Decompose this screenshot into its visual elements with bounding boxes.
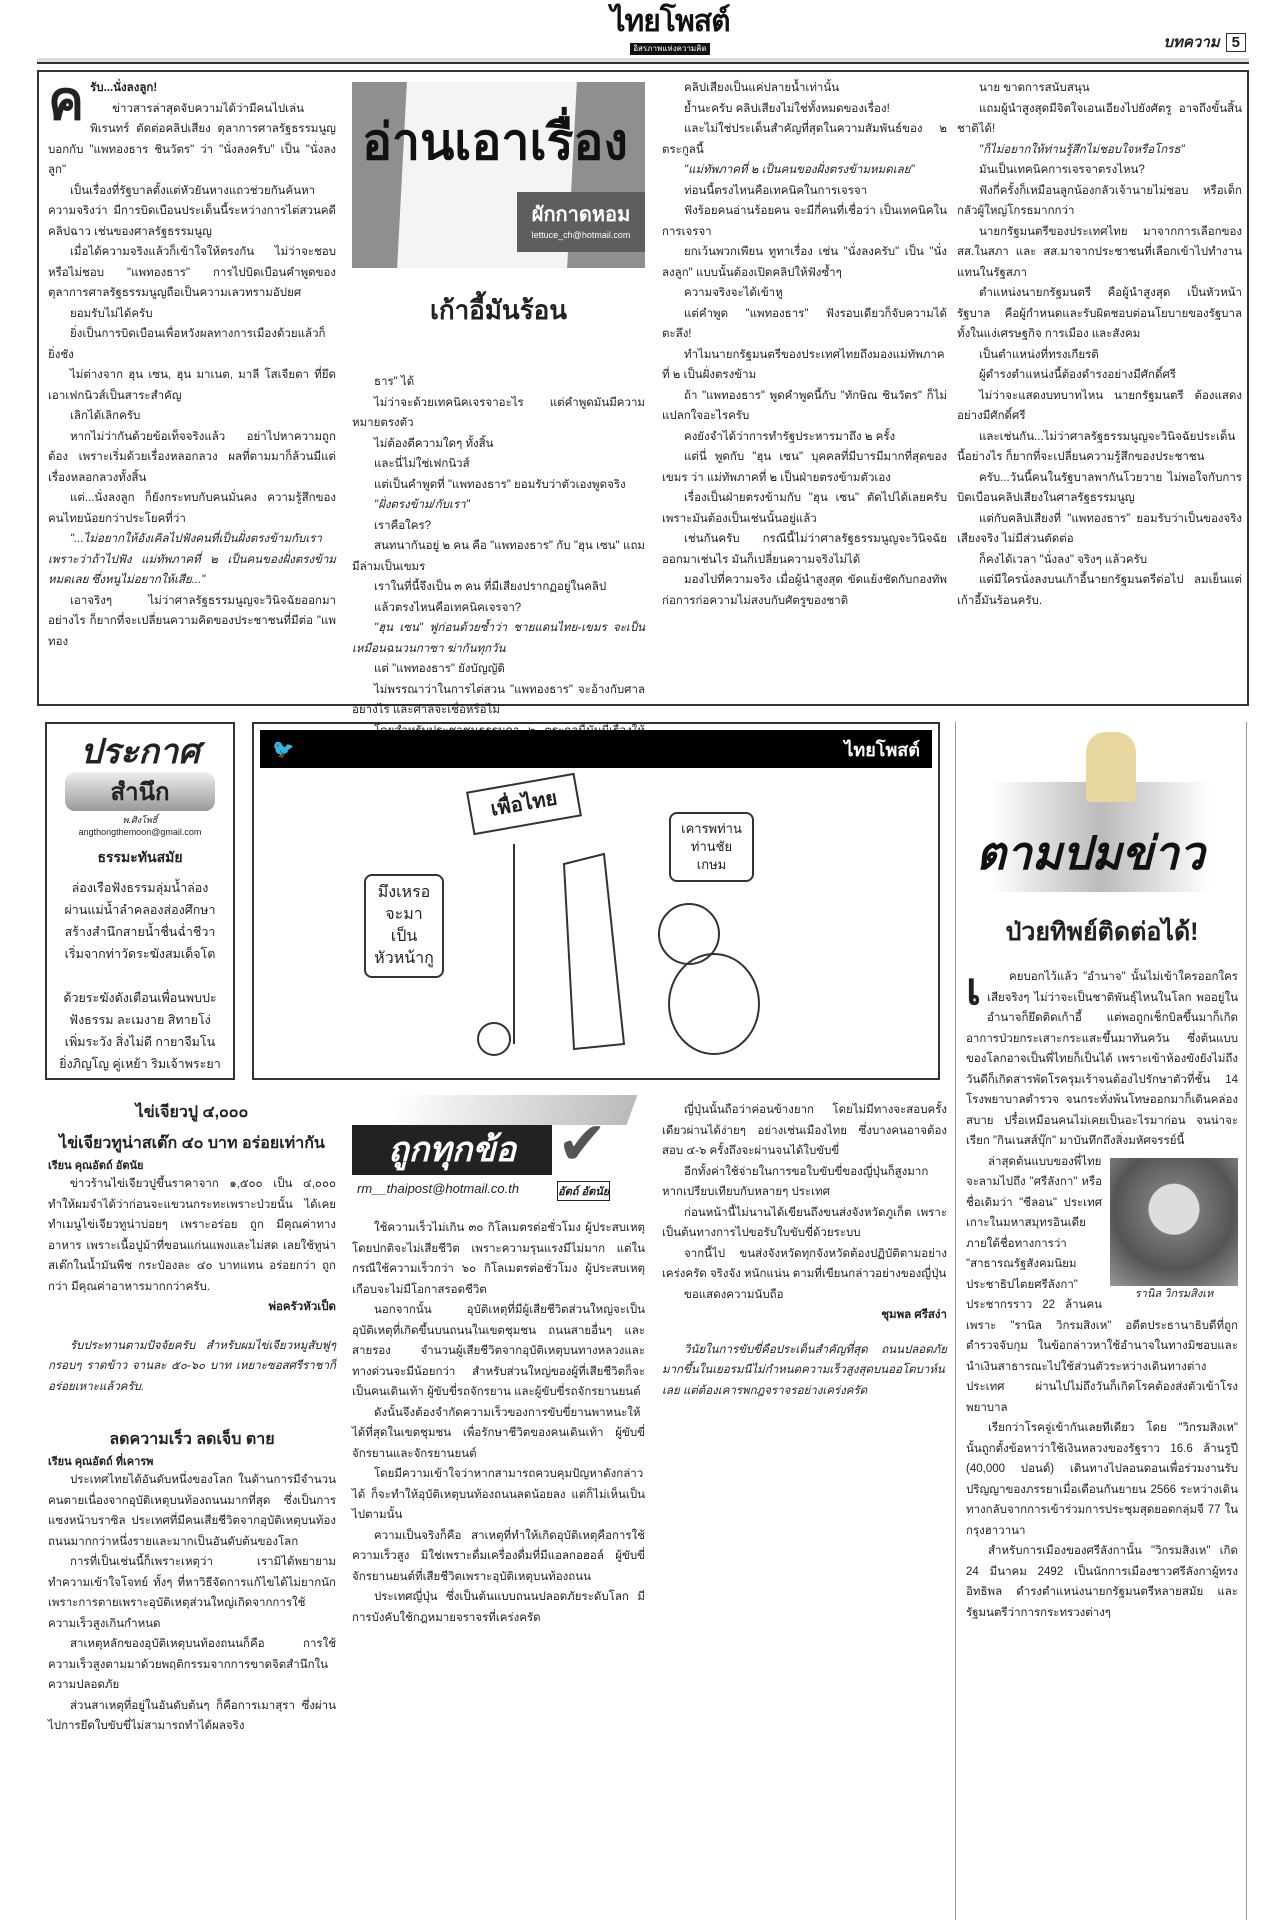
paragraph-list [957, 78, 1242, 611]
sidebar-article-text: เ คยบอกไว้แล้ว "อำนาจ" นั้นไม่เข้าใครออกใคร เสียจริงๆ ไม่ว่าจะเป็นชาติพันธุ์ไหนในโลก พออยู่ในอำนาจก็ยึดติดเก้าอี้ แต่พอถูกเช็กบิลขึ้นมาก็เกิดอาการป่วยกระเสาะกระแสะขึ้นมาทันควัน ซึ่งต้นแบบของโลกอาจเป็นพี่ไทยก็เป็นได้ เพราะเข้าห้องขังยังไม่ถึงวันดีก็เกิดสารพัดโรครุมเร้าจนต้องไปรักษาตัวที่ชั้น 14 โรงพยาบาลตำรวจ จนกระทั่งพ้นโทษออกมาก็เดินคล่องสบาย ปรื๋อเหมือนคนไม่เคยเป็นอะไรมาก่อน จนน่าจะเรียก "กินเนสส์บุ๊ก" มาบันทึกถึงสิ่งมหัศจรรย์นี้ รานิล วิกรมสิงเห ล่าสุดต้นแบบของพี่ไทยจะลามไปถึง "ศรีลังกา" หรือชื่อเดิมว่า "ซีลอน" ประเทศเกาะในมหาสมุทรอินเดีย ภายใต้ชื่อทางการว่า "สาธารณรัฐสังคมนิยมประชาธิปไตยศรีลังกา" ประชากรราว 22 ล้านคน เพราะ "รานิล วิกรมสิงเห" อดีตประธานาธิบดีที่ถูกตำรวจจับกุม ในข้อกล่าวหาใช้อำนาจในทางมิชอบและนำเงินสาธารณะไปใช้ส่วนตัวระหว่างเดินทางต่างประเทศ ผ่านไปไม่ถึงวันก็เกิดโรคต้องส่งตัวเข้าโรงพยาบาล เรียกว่าโรคจู่เข้ากันเลยทีเดียว โดย "วิกรมสิงเห" นั้นถูกตั้งข้อหาว่าใช้เงินหลวงของรัฐราว 16.6 ล้านรูปี (40,000 ปอนด์) เดินทางไปลอนดอนเพื่อร่วมงานรับปริญญาของภรรยาเมื่อเดือนกันยายน 2566 ระหว่างเดินทางกลับจากการเข้าร่วมการประชุมสุดยอดกลุ่มจี 77 ในกรุงฮาวานา สำหรับการเมืองของศรีลังกานั้น "วิกรมสิงเห" เกิด 24 มีนาคม 2492 เป็นนักการเมืองชาวศรีลังกาผู้ทรงอิทธิพล ดำรงตำแหน่งนายกรัฐมนตรีหลายสมัย และรัฐมนตรีว่าการกระทรวงต่างๆ [966, 967, 1238, 1912]
paragraph: ก่อนหน้านี้ไม่นานได้เขียนถึงขนส่งจังหวัดภูเก็ต เพราะเป็นต้นทางการไปขอรับใบขับขี่ด้วยระบบ [662, 1206, 947, 1239]
paragraph-list [48, 99, 336, 653]
paragraph-list [662, 78, 947, 611]
paragraph: ตำแหน่งนายกรัฐมนตรี คือผู้นำสูงสุด เป็นหัวหน้ารัฐบาล คือผู้กำหนดและรับผิดชอบต่อนโยบายของรัฐบาล ทั้งในแง่เศรษฐกิจ การเมือง และสังคม [957, 287, 1242, 340]
paragraph: หากไม่ว่ากันด้วยข้อเท็จจริงแล้ว อย่าไปหาความถูกต้อง เพราะเริ่มด้วยเรื่องหลอกลวง ผลที่ตามมาก็ล้วนมีแต่เรื่องหลอกลวงทั้งสิ้น [48, 430, 336, 484]
paragraph: และไม่ใช่ประเด็นสำคัญที่สุดในความสัมพันธ์ของ ๒ ตระกูลนี้ [662, 123, 947, 156]
paragraph-list [47, 987, 233, 1075]
paragraph-list [352, 372, 645, 762]
paragraph: ไม่ว่าจะด้วยเทคนิคเจรจาอะไร แต่คำพูดมันมีความหมายตรงตัว [352, 396, 645, 429]
paragraph: ฟังร้อยคนอ่านร้อยคน จะมีกี่คนที่เชื่อว่า เป็นเทคนิคในการเจรจา [662, 205, 947, 238]
sidebar-label: ตามปมข่าว [976, 827, 1205, 879]
verse-line: ผ่านแม่น้ำลำคลองส่องศึกษา [64, 903, 216, 917]
poem-title: สำนึก [65, 772, 215, 811]
paragraph-list [966, 967, 1238, 1623]
author-block: ผักกาดหอม lettuce_ch@hotmail.com [517, 192, 645, 252]
paragraph: เลิกได้เลิกครับ [70, 410, 141, 422]
paragraph: อีกทั้งค่าใช้จ่ายในการขอใบขับขี่ของญี่ปุ่นก็สูงมาก หากเปรียบเทียบกับหลายๆ ประเทศ [662, 1165, 929, 1198]
paragraph: แต่ "แพทองธาร" ยังบัญญัติ [374, 663, 505, 675]
column2-label: ถูกทุกข้อ [352, 1125, 552, 1175]
letters-column: ไข่เจียวปู ๔,๐๐๐ ไข่เจียวทูน่าสเต๊ก ๔๐ บาท อร่อยเท่ากัน เรียน คุณอัตถ์ อัตนัย ข่าวร้านไข่เจียวปูขึ้นราคาจาก ๑,๕๐๐ เป็น ๔,๐๐๐ ทำให้ผมจำได้ว่าก่อนจะแขวนกระทะเพราะป่วยนั้น ได้เคยทำเมนูไข่เจียวทูน่าบ่อยๆ เพราะอร่อย ถูก มีคุณค่าทางอาหาร เพราะเนื้อปูม้าที่ขอนแก่นแพงและไม่สด เลยใช้ทูน่าสเต๊กในน้ำมันพืช กระป๋องละ ๔๐ บาทแทน อร่อยกว่า ถูกกว่า มีคุณค่าอาหารมากกว่าครับ. พ่อครัวหัวเป็ด รับประทานตามปัจจัยครับ สำหรับผมไข่เจียวหมูสับฟูๆ กรอบๆ ราดข้าว จานละ ๕๐-๖๐ บาท เหยาะซอสศรีราชาก็อร่อยเหาะแล้วครับ. ลดความเร็ว ลดเจ็บ ตาย เรียน คุณอัตถ์ ที่เคารพ ประเทศไทยได้อันดับหนึ่งของโลก ในด้านการมีจำนวนคนตายเนื่องจากอุบัติเหตุบนท้องถนนมากที่สุด ซึ่งเป็นการแซงหน้าบราซิล ประเทศที่มีคนเสียชีวิตจากอุบัติเหตุบนท้องถนนมากกว่าหนึ่งรายและมากเป็นอันดับต้นของโลก การที่เป็นเช่นนี้ก็เพราะเหตุว่า เรามิได้พยายามทำความเข้าใจโจทย์ ทั้งๆ ที่หาวิธีจัดการแก้ไขได้ไม่ยากนัก เพราะการตายเพราะอุบัติเหตุส่วนใหญ่เกิดจากการใช้ความเร็วสูงเกินกำหนด สาเหตุหลักของอุบัติเหตุบนท้องถนนก็คือ การใช้ความเร็วสูงตามมาด้วยพฤติกรรมจากการขาดจิตสำนึกในความปลอดภัย ส่วนสาเหตุที่อยู่ในอันดับต้นๆ ก็คือการเมาสุรา ซึ่งผ่านไปการยึดใบขับขี่ไม่สามารถทำได้ผลจริง [48, 1100, 336, 1920]
paragraph: แต่นี่ พูดกับ "ฮุน เซน" บุคคลที่มีบารมีมากที่สุดของเขมร ว่า แม่ทัพภาคที่ ๒ เป็นฝ่ายตรงข้ามตัวเอง [662, 451, 947, 484]
verse-line: ฟังธรรม ละเมงาย สิทายโง่ [69, 1013, 211, 1027]
letter-title: ไข่เจียวปู ๔,๐๐๐ [135, 1104, 249, 1121]
verse-line: สร้างสำนึกสายน้ำชื่นฉ่ำชีวา [64, 925, 216, 939]
paragraph: เอาจริงๆ ไม่ว่าศาลรัฐธรรมนูญจะวินิจฉัยออกมาอย่างไร ก็ยากที่จะเปลี่ยนความคิดของประชาชนที่มีต่อ "แพทอง [48, 594, 336, 648]
paragraph: แต่คำพูด "แพทองธาร" ฟังรอบเดียวก็จับความได้ตะลึง! [662, 307, 947, 340]
verse-line: ด้วยระฆังดังเตือนเพื่อนพบปะ [63, 991, 217, 1005]
paragraph: เรียกว่าโรคจู่เข้ากันเลยทีเดียว โดย "วิกรมสิงเห" นั้นถูกตั้งข้อหาว่าใช้เงินหลวงของรัฐราว 16.6 ล้านรูปี (40,000 ปอนด์) เดินทางไปลอนดอนเพื่อร่วมงานรับปริญญาของภรรยาเมื่อเดือนกันยายน 2566 ระหว่างเดินทางกลับจากการเข้าร่วมการประชุมสุดยอดกลุ่มจี 77 ในกรุงฮาวานา [966, 1422, 1238, 1537]
verse-line: เพิ่มระวัง สิ่งไม่ดี กายาจีมโน [64, 1035, 216, 1049]
paragraph: เราในที่นี้จึงเป็น ๓ คน ที่มีเสียงปรากฏอยู่ในคลิป [374, 581, 607, 593]
paragraph: เรื่องเป็นฝ่ายตรงข้ามกับ "ฮุน เซน" ตัดไปได้เลยครับ เพราะมันต้องเป็นเช่นนั้นอยู่แล้ว [662, 492, 947, 525]
paragraph-list [662, 1100, 947, 1305]
paragraph: ความจริงจะได้เข้าหู [684, 287, 783, 299]
section-label: บทความ 5 [1163, 30, 1246, 54]
paragraph: ไม่ต้องตีความใดๆ ทั้งสิ้น [374, 437, 494, 450]
paragraph: ญี่ปุ่นนั้นถือว่าค่อนข้างยาก โดยไม่มีทางจะสอบครั้งเดียวผ่านได้ง่ายๆ อย่างเช่นเมืองไทย ซึ่งบางคนอาจต้องสอบ ๔-๖ ครั้งถึงจะผ่านจนได้ใบขับขี่ [662, 1104, 947, 1157]
cartoon-header-bar: 🐦 ไทยโพสต์ [260, 730, 932, 768]
paragraph: ใช้ความเร็วไม่เกิน ๓๐ กิโลเมตรต่อชั่วโมง ผู้ประสบเหตุโดยปกติจะไม่เสียชีวิต เพราะความรุนแรงมีไม่มาก แต่ในกรณีใช้ความเร็วกว่า ๖๐ กิโลเมตรต่อชั่วโมง ผู้ประสบเหตุเกือบจะไม่มีโอกาสรอดชีวิต [352, 1222, 645, 1296]
column2-email: rm__thaipost@hotmail.co.th [357, 1181, 520, 1196]
column2-col-2: ญี่ปุ่นนั้นถือว่าค่อนข้างยาก โดยไม่มีทางจะสอบครั้งเดียวผ่านได้ง่ายๆ อย่างเช่นเมืองไทย ซึ่งบางคนอาจต้องสอบ ๔-๖ ครั้งถึงจะผ่านจนได้ใบขับขี่ อีกทั้งค่าใช้จ่ายในการขอใบขับขี่ของญี่ปุ่นก็สูงมาก หากเปรียบเทียบกับหลายๆ ประเทศ ก่อนหน้านี้ไม่นานได้เขียนถึงขนส่งจังหวัดภูเก็ต เพราะเป็นต้นทางการไปขอรับใบขับขี่ด้วยระบบ จากนี้ไป ขนส่งจังหวัดทุกจังหวัดต้องปฏิบัติตามอย่างเคร่งครัด จริงจัง หนักแน่น ตามที่เขียนกล่าวอย่างของญี่ปุ่น ขอแสดงความนับถือ ชุมพล ศรีสง่า วินัยในการขับขี่คือประเด็นสำคัญที่สุด ถนนปลอดภัยมากขึ้นในเยอรมนีไม่กำหนดความเร็วสูงสุดบนออโตบาห์นเลย แต่ต้องเคารพกฎจราจรอย่างเคร่งครัด [662, 1100, 947, 1918]
paragraph: ท่อนนี้ตรงไหนคือเทคนิคในการเจรจา [684, 184, 868, 197]
paragraph: คลิปเสียงเป็นแค่ปลายน้ำเท่านั้น [684, 82, 840, 94]
paragraph: ความเป็นจริงก็คือ สาเหตุที่ทำให้เกิดอุบัติเหตุคือการใช้ความเร็วสูง มิใช่เพราะดื่มเครื่องดื่มที่มีแอลกอฮอล์ ผู้ขับขี่จักรยานยนต์ที่เสียชีวิตเพราะอุบัติเหตุบนท้องถนน [352, 1529, 645, 1583]
photo-caption: รานิล วิกรมสิงเห [1134, 1287, 1214, 1300]
article-col-4 [957, 78, 1242, 698]
paragraph: ฟังกี่ครั้งก็เหมือนลูกน้องกลัวเจ้านายไม่ชอบ หรือเด็กกลัวผู้ใหญ่โกรธมากกว่า [957, 184, 1242, 217]
column2-col-1 [352, 1218, 645, 1918]
paragraph: "ฝั่งตรงข้าม/กับเรา" [374, 499, 470, 511]
paragraph: ผู้ดำรงตำแหน่งนี้ต้องดำรงอย่างมีศักดิ์ศรี [979, 369, 1176, 381]
paragraph: สาเหตุหลักของอุบัติเหตุบนท้องถนนก็คือ การใช้ความเร็วสูงตามมาด้วยพฤติกรรมจากการขาดจิตสำนึกในความปลอดภัย [48, 1638, 336, 1691]
poem-heading: ธรรมะทันสมัย [97, 849, 183, 865]
paragraph: แต่มีใครนั่งลงบนเก้าอี้นายกรัฐมนตรีต่อไป ลมเย็นแต่เก้าอี้มันร้อนครับ. [957, 574, 1242, 607]
paragraph: นายกรัฐมนตรีของประเทศไทย มาจากการเลือกของ สส.ในสภา และ สส.มาจากประชาชนที่เลือกเข้าไปทำงานแทนในรัฐสภา [957, 225, 1242, 279]
paragraph: นาย ขาดการสนับสนุน [979, 82, 1090, 94]
article-col-2 [352, 372, 645, 716]
speech-bubble-left: มึงเหรอ จะมาเป็น หัวหน้ากู [364, 874, 444, 978]
paragraph-list [48, 1470, 336, 1920]
article-col-1 [48, 71, 336, 698]
paragraph: ประเทศไทยได้อันดับหนึ่งของโลก ในด้านการมีจำนวนคนตายเนื่องจากอุบัติเหตุบนท้องถนนมากที่สุด ซึ่งเป็นการแซงหน้าบราซิล ประเทศที่มีคนเสียชีวิตจากอุบัติเหตุบนท้องถนนมากกว่าหนึ่งรายและมากเป็นอันดับต้นของโลก [48, 1474, 336, 1548]
letter2-title: ลดความเร็ว ลดเจ็บ ตาย [109, 1431, 275, 1448]
verse-line: ยิ่งภิญโญ คู่เหย้า ริมเจ้าพระยา [59, 1057, 221, 1071]
paragraph: ประเทศญี่ปุ่น ซึ่งเป็นต้นแบบถนนปลอดภัยระดับโลก มีการบังคับใช้กฎหมายจราจรที่เคร่งครัด [352, 1591, 645, 1624]
paragraph: ข่าวสารล่าสุดจับความได้ว่ามีคนไปเล่นพิเรนทร์ ตัดต่อคลิปเสียง ตุลาการศาลรัฐธรรมนูญ บอกกับ "แพทองธาร ชินวัตร" ว่า "นั่งลงครับ" เป็น "นั่งลงลูก" [48, 102, 336, 176]
paragraph: มองไปที่ความจริง เมื่อผู้นำสูงสุด ขัดแย้งชัดกับกองทัพ ก่อการก่อความไม่สงบกับศัตรูของชาติ [662, 574, 947, 607]
paragraph-list [352, 1218, 645, 1628]
paragraph: เราคือใคร? [374, 519, 432, 532]
protest-sign: เพื่อไทย [466, 773, 582, 835]
cartoon-figures [474, 844, 754, 1064]
paragraph: แต่เป็นคำพูดที่ "แพทองธาร" ยอมรับว่าตัวเองพูดจริง [374, 478, 626, 491]
newspaper-logo: ไทยโพสต์ อิสรภาพแห่งความคิด [590, 6, 750, 56]
paragraph: และเช่นกัน...ไม่ว่าศาลรัฐธรรมนูญจะวินิจฉัยประเด็นนี้อย่างไร ก็ยากที่จะเปลี่ยนความรู้สึกของประชาชน [957, 430, 1236, 463]
paragraph: ทำไมนายกรัฐมนตรีของประเทศไทยถึงมองแม่ทัพภาคที่ ๒ เป็นฝั่งตรงข้าม [662, 348, 945, 381]
drop-cap: ค [48, 71, 85, 131]
paragraph: สำหรับการเมืองของศรีลังกานั้น "วิกรมสิงเห" เกิด 24 มีนาคม 2492 เป็นนักการเมืองชาวศรีลังกาผู้ทรงอิทธิพล ดำรงตำแหน่งนายกรัฐมนตรีหลายสมัย และรัฐมนตรีว่าการกระทรวงต่างๆ [966, 1545, 1238, 1619]
checkmark-icon: ✔ [557, 1110, 608, 1177]
paragraph-list [47, 877, 233, 965]
lead-text: รับ...นั่งลงลูก! [90, 82, 158, 94]
paragraph: เมื่อได้ความจริงแล้วก็เข้าใจให้ตรงกัน ไม่ว่าจะชอบหรือไม่ชอบ "แพทองธาร" การไปบิดเบือนคำพูดของตุลาการศาลรัฐธรรมนูญถือเป็นความเลวทรามอัปยศ [48, 246, 336, 299]
paragraph: คงยังจำได้ว่าการทำรัฐประหารมาถึง ๒ ครั้ง [684, 430, 896, 443]
paragraph: แถมผู้นำสูงสุดมีจิตใจเอนเอียงไปยังศัตรู อาจถึงขั้นสิ้นชาติได้! [957, 102, 1242, 135]
paragraph: การที่เป็นเช่นนี้ก็เพราะเหตุว่า เรามิได้พยายามทำความเข้าใจโจทย์ ทั้งๆ ที่หาวิธีจัดการแก้ไขได้ไม่ยากนัก เพราะการตายเพราะอุบัติเหตุส่วนใหญ่เกิดจากการใช้ความเร็วสูงเกินกำหนด [48, 1556, 336, 1630]
speech-bubble-right: เคารพท่าน ท่านชัยเกษม [669, 812, 754, 882]
article-title: เก้าอี้มันร้อน [429, 295, 568, 325]
paragraph: ยิ่งเป็นการบิดเบือนเพื่อหวังผลทางการเมืองด้วยแล้วก็ยิ่งชัง [48, 328, 326, 361]
paragraph: สนทนากันอยู่ ๒ คน คือ "แพทองธาร" กับ "ฮุน เซน" แถมมีล่ามเป็นเขมร [352, 540, 645, 573]
paragraph: ถ้า "แพทองธาร" พูดคำพูดนี้กับ "ทักษิณ ชินวัตร" ก็ไม่แปลกใจอะไรครับ [662, 389, 947, 422]
article-col-3 [662, 78, 947, 698]
column2-header-image [352, 1095, 642, 1205]
poem-box: ประกาศ สำนึก พ.ศิงโพธิ์ angthongthemoon@gmail.com ธรรมะทันสมัย ล่องเรือฟังธรรมลุ่มน้ำล่อง ผ่านแม่น้ำลำคลองส่องศึกษา สร้างสำนึกสายน้ำชื่นฉ่ำชีวา เริ่มจากท่าวัดระฆังสมเด็จโต ด้วยระฆังดังเตือนเพื่อนพบปะ ฟังธรรม ละเมงาย สิทายโง่ เพิ่มระวัง สิ่งไม่ดี กายาจีมโน ยิ่งภิญโญ คู่เหย้า ริมเจ้าพระยา [45, 722, 235, 1080]
paragraph: ส่วนสาเหตุที่อยู่ในอันดับต้นๆ ก็คือการเมาสุรา ซึ่งผ่านไปการยึดใบขับขี่ไม่สามารถทำได้ผลจริง [48, 1699, 336, 1732]
paragraph: แต่...นั่งลงลูก ก็ยังกระทบกับคนมั่นคง ความรู้สึกของคนไทยน้อยกว่าประโยคที่ว่า [48, 492, 336, 525]
paragraph: โดยมีความเข้าใจว่าหากสามารถควบคุมปัญหาดังกล่าวได้ ก็จะทำให้อุบัติเหตุบนท้องถนนลดน้อยลง แต่ก็ไม่เห็นเป็นไปตามนั้น [352, 1468, 645, 1521]
bird-logo-icon: 🐦 [272, 738, 295, 759]
paragraph: ดังนั้นจึงต้องจำกัดความเร็วของการขับขี่ยานพาหนะให้ได้ที่สุดในเขตชุมชน เพื่อรักษาชีวิตของคนเดินเท้า ผู้ขับขี่จักรยานและจักรยานยนต์ [352, 1406, 645, 1460]
paragraph: เป็นตำแหน่งที่ทรงเกียรติ [979, 348, 1099, 361]
paragraph: ย้ำนะครับ คลิปเสียงไม่ใช่ทั้งหมดของเรื่อง! [684, 102, 890, 115]
paragraph: ครับ...วันนี้คนในรัฐบาลพากันโวยวาย ไม่พอใจกับการบิดเบือนคลิปเสียงในศาลรัฐธรรมนูญ [957, 471, 1242, 504]
paragraph: "...ไม่อยากให้อังเคิลไปฟังคนที่เป็นฝั่งตรงข้ามกับเรา เพราะว่าถ้าไปฟัง แม่ทัพภาคที่ ๒ เป็นคนของฝั่งตรงข้ามหมดเลย ซึ่งหนูไม่อยากให้เสีย..." [48, 533, 336, 586]
poem-title-script: ประกาศ [80, 733, 200, 771]
paragraph: ไม่ต่างจาก ฮุน เซน, ฮุน มาเนต, มาลี โสเจียตา ที่ยึดเอาเฟกนิวส์เป็นสาระสำคัญ [48, 369, 336, 402]
column-header-image [352, 82, 645, 268]
paragraph: แต่กับคลิปเสียงที่ "แพทองธาร" ยอมรับว่าเป็นของจริงเสียงจริง ไม่มีส่วนตัดต่อ [957, 512, 1242, 545]
paragraph: ไม่พรรณาว่าในการไต่สวน "แพทองธาร" จะอ้างกับศาลอย่างไร และศาลจะเชื่อหรือไม่ [352, 683, 645, 716]
sidebar-title: ป่วยทิพย์ติดต่อได้! [1005, 918, 1199, 946]
paragraph: ขอแสดงความนับถือ [684, 1288, 784, 1301]
reader-figure-image [1086, 732, 1136, 802]
verse-line: เริ่มจากท่าวัดระฆังสมเด็จโต [64, 947, 216, 961]
paragraph: ก็คงได้เวลา "นั่งลง" จริงๆ แล้วครับ [979, 553, 1148, 566]
paragraph: ไม่ว่าจะแสดงบทบาทไหน นายกรัฐมนตรี ต้องแสดงอย่างมีศักดิ์ศรี [957, 389, 1242, 422]
paragraph: เป็นเรื่องที่รัฐบาลตั้งแต่หัวยันหางแถวช่วยกันค้นหาความจริงว่า มีการบิดเบือนประเด็นนี้ระหว่างการไต่สวนคดีคลิปฉาว เช่นของศาลรัฐธรรมนูญ [48, 184, 336, 238]
paragraph: ยกเว้นพวกเพียน ทูทาเรื่อง เช่น "นั่งลงครับ" เป็น "นั่งลงลูก" แบบนั้นต้องเปิดคลิปให้ฟังซ้ำๆ [662, 246, 947, 279]
page-number: 5 [1226, 33, 1246, 52]
paragraph: และนี่ไม่ใช่เฟกนิวส์ [374, 458, 470, 470]
paragraph: ธาร" ได้ [374, 376, 415, 388]
paragraph: ยอมรับไม่ได้ครับ [70, 307, 153, 320]
paragraph: มันเป็นเทคนิคการเจรจาตรงไหน? [979, 164, 1145, 176]
paragraph: "ฮุน เซน" ฟูก่อนด้วยซ้ำว่า ชายแดนไทย-เขมร จะเป็นเหมือนฉนวนกาซา ฆ่ากันทุกวัน [352, 622, 645, 655]
column2-author: อัตถ์ อัตนัย [557, 1181, 610, 1201]
paragraph: "แม่ทัพภาคที่ ๒ เป็นคนของฝั่งตรงข้ามหมดเลย" [684, 164, 915, 176]
paragraph: จากนี้ไป ขนส่งจังหวัดทุกจังหวัดต้องปฏิบัติตามอย่างเคร่งครัด จริงจัง หนักแน่น ตามที่เขียนกล่าวอย่างของญี่ปุ่น [662, 1247, 947, 1280]
portrait-photo [1110, 1158, 1238, 1286]
editorial-cartoon [252, 722, 940, 1080]
column-label: อ่านเอาเรื่อง [362, 114, 628, 170]
news-sidebar [955, 722, 1247, 1920]
paragraph: แล้วตรงไหนคือเทคนิคเจรจา? [374, 601, 522, 614]
verse-line: ล่องเรือฟังธรรมลุ่มน้ำล่อง [71, 881, 209, 895]
header-rule [37, 58, 1249, 64]
paragraph: คยบอกไว้แล้ว "อำนาจ" นั้นไม่เข้าใครออกใคร เสียจริงๆ ไม่ว่าจะเป็นชาติพันธุ์ไหนในโลก พออยู่ในอำนาจก็ยึดติดเก้าอี้ แต่พอถูกเช็กบิลขึ้นมาก็เกิดอาการป่วยกระเสาะกระแสะขึ้นมาทันควัน ซึ่งต้นแบบของโลกอาจเป็นพี่ไทยก็เป็นได้ เพราะเข้าห้องขังยังไม่ถึงวันดีก็เกิดสารพัดโรครุมเร้าจนต้องไปรักษาตัวที่ชั้น 14 โรงพยาบาลตำรวจ จนกระทั่งพ้นโทษออกมาก็เดินคล่องสบาย ปรื๋อเหมือนคนไม่เคยเป็นอะไรมาก่อน จนน่าจะเรียก "กินเนสส์บุ๊ก" มาบันทึกถึงสิ่งมหัศจรรย์นี้ [966, 971, 1238, 1147]
paragraph: นอกจากนั้น อุบัติเหตุที่มีผู้เสียชีวิตส่วนใหญ่จะเป็นอุบัติเหตุที่เกิดขึ้นบนถนนในเขตชุมชน ถนนสายอื่นๆ และสายรอง จำนวนผู้เสียชีวิตจากอุบัติเหตุบนทางหลวงและทางด่วนจะมีน้อยกว่า สำหรับส่วนใหญ่ของผู้ที่เสียชีวิตก็จะเป็นคนเดินเท้า ผู้ขับขี่รถจักรยาน และผู้ขับขี่รถจักรยานยนต์ [352, 1304, 645, 1398]
paragraph: เช่นกันครับ กรณีนี้ไม่ว่าศาลรัฐธรรมนูญจะวินิจฉัยออกมาเช่นไร มันก็เปลี่ยนความจริงไม่ได้ [662, 533, 947, 566]
paragraph: ล่าสุดต้นแบบของพี่ไทยจะลามไปถึง "ศรีลังกา" หรือชื่อเดิมว่า "ซีลอน" ประเทศเกาะในมหาสมุทรอินเดีย ภายใต้ชื่อทางการว่า "สาธารณรัฐสังคมนิยมประชาธิปไตยศรีลังกา" ประชากรราว 22 ล้านคน เพราะ "รานิล วิกรมสิงเห" อดีตประธานาธิบดีที่ถูกตำรวจจับกุม ในข้อกล่าวหาใช้อำนาจในทางมิชอบและนำเงินสาธารณะไปใช้ส่วนตัวระหว่างเดินทางต่างประเทศ ผ่านไปไม่ถึงวันก็เกิดโรคต้องส่งตัวเข้าโรงพยาบาล [966, 1155, 1238, 1414]
photo-block [1110, 1158, 1238, 1302]
paragraph: "ก็ไม่อยากให้ท่านรู้สึกไม่ชอบใจหรือโกรธ" [979, 143, 1185, 156]
